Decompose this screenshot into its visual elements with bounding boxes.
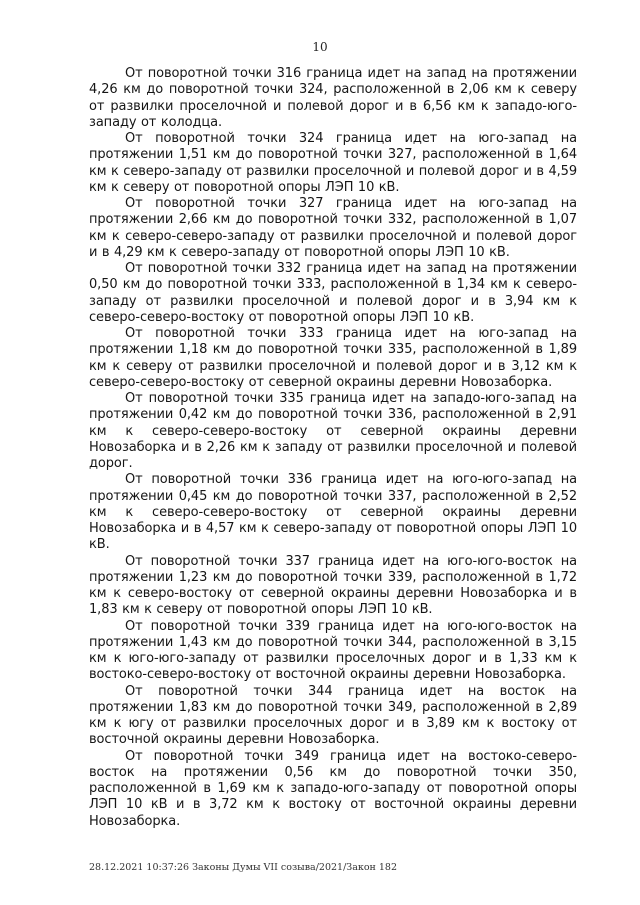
paragraph-10: От поворотной точки 344 граница идет на восток на протяжении 1,83 км до поворотной точки 349, расположенной в 2,89 км к югу от развилки проселочных дорог и в 3,89 км к востоку от восточной окраины деревни Новозаборка.	[89, 683, 577, 748]
page-number: 10	[312, 40, 328, 54]
paragraph-7: От поворотной точки 336 граница идет на юго-юго-запад на протяжении 0,45 км до поворотной точки 337, расположенной в 2,52 км к северо-северо-востоку от северной окраины деревни Новозаборка и в 4,57 км к северо-западу от поворотной опоры ЛЭП 10 кВ.	[89, 472, 577, 553]
document-body	[89, 66, 577, 830]
paragraph-1: От поворотной точки 316 граница идет на запад на протяжении 4,26 км до поворотной точки 324, расположенной в 2,06 км к северу от развилки проселочной и полевой дорог и в 6,56 км к западо-юго-западу от колодца.	[89, 66, 577, 130]
paragraph-2: От поворотной точки 324 граница идет на юго-запад на протяжении 1,51 км до поворотной точки 327, расположенной в 1,64 км к северо-западу от развилки проселочной и полевой дорог и в 4,59 км к северу от поворотной опоры ЛЭП 10 кВ.	[89, 131, 577, 195]
paragraph-3: От поворотной точки 327 граница идет на юго-запад на протяжении 2,66 км до поворотной точки 332, расположенной в 1,07 км к северо-северо-западу от развилки проселочной и полевой дорог и в 4,29 км к северо-западу от поворотной опоры ЛЭП 10 кВ.	[89, 196, 577, 260]
document-footer: 28.12.2021 10:37:26 Законы Думы VII созыва/2021/Закон 182	[89, 862, 398, 873]
paragraph-6: От поворотной точки 335 граница идет на западо-юго-запад на протяжении 0,42 км до поворотной точки 336, расположенной в 2,91 км к северо-северо-востоку от северной окраины деревни Новозаборка и в 2,26 км к западу от развилки проселочной и полевой дорог.	[89, 391, 577, 471]
paragraph-9: От поворотной точки 339 граница идет на юго-юго-восток на протяжении 1,43 км до поворотной точки 344, расположенной в 3,15 км к юго-юго-западу от развилки проселочных дорог и в 1,33 км к востоко-северо-востоку от восточной окраины деревни Новозаборка.	[89, 618, 577, 683]
paragraph-8: От поворотной точки 337 граница идет на юго-юго-восток на протяжении 1,23 км до поворотной точки 339, расположенной в 1,72 км к северо-востоку от северной окраины деревни Новозаборка и в 1,83 км к северу от поворотной опоры ЛЭП 10 кВ.	[89, 553, 577, 618]
paragraph-11: От поворотной точки 349 граница идет на востоко-северо-восток на протяжении 0,56 км до поворотной точки 350, расположенной в 1,69 км к западо-юго-западу от поворотной опоры ЛЭП 10 кВ и в 3,72 км к востоку от восточной окраины деревни Новозаборка.	[89, 748, 577, 829]
paragraph-4: От поворотной точки 332 граница идет на запад на протяжении 0,50 км до поворотной точки 333, расположенной в 1,34 км к северо-западу от развилки проселочной и полевой дорог и в 3,94 км к северо-северо-востоку от поворотной опоры ЛЭП 10 кВ.	[89, 261, 577, 325]
paragraph-5: От поворотной точки 333 граница идет на юго-запад на протяжении 1,18 км до поворотной точки 335, расположенной в 1,89 км к северу от развилки проселочной и полевой дорог и в 3,12 км к северо-северо-востоку от северной окраины деревни Новозаборка.	[89, 326, 577, 390]
